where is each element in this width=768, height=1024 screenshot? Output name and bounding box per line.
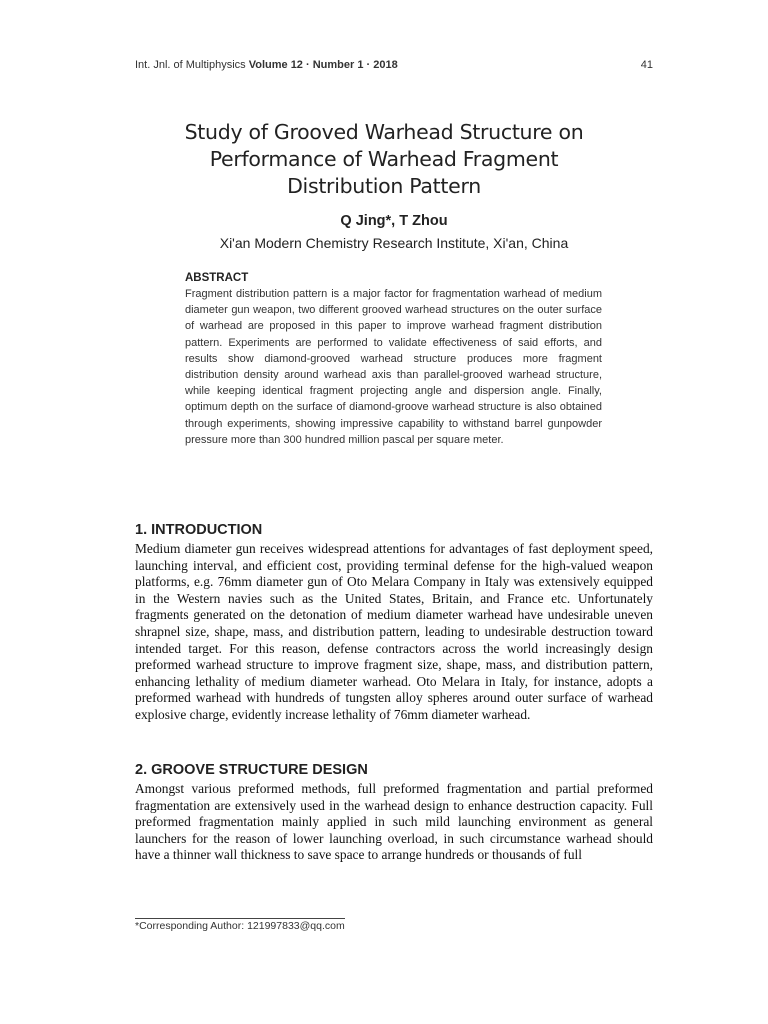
abstract — [185, 272, 602, 448]
page-number: 41 — [640, 59, 653, 71]
paper-title: Study of Grooved Warhead Structure on Performance of Warhead Fragment Distribution Pattern — [184, 120, 584, 198]
abstract-body: Fragment distribution pattern is a major factor for fragmentation warhead of medium diameter gun weapon, two different grooved warhead structures on the outer surface of warhead are proposed in this paper to improve warhead fragment distribution pattern. Experiments are performed to validate effectiveness of said efforts, and results show diamond-grooved warhead structure produces more fragment distribution density around warhead axis than parallel-grooved warhead structure, while keeping identical fragment projecting angle and dispersion angle. Finally, optimum depth on the surface of diamond-groove warhead structure is also obtained through experiments, showing impressive capability to withstand barrel gunpowder pressure more than 300 hundred million pascal per square meter. — [185, 288, 602, 446]
volume-info: Volume 12 · Number 1 · 2018 — [248, 59, 398, 71]
footnote-divider — [135, 918, 345, 919]
section-body: Amongst various preformed methods, full preformed fragmentation and partial preformed fragmentation are extensively used in the warhead design to enhance destruction capacity. Full preformed fragmentation mainly applied in such mild launching environment as general launchers for the reason of lower launching overload, in such circumstance warhead should have a thinner wall thickness to save space to arrange hundreds or thousands of full — [135, 781, 653, 863]
affiliation: Xi'an Modern Chemistry Research Institute, Xi'an, China — [219, 235, 569, 251]
section-heading: 2. GROOVE STRUCTURE DESIGN — [135, 762, 368, 778]
footnote: *Corresponding Author: 121997833@qq.com — [135, 920, 345, 932]
section-groove-structure-design — [135, 762, 653, 864]
authors: Q Jing*, T Zhou — [340, 213, 448, 229]
journal-name: Int. Jnl. of Multiphysics — [135, 59, 246, 71]
running-head — [135, 59, 653, 71]
section-heading: 1. INTRODUCTION — [135, 522, 263, 538]
section-introduction — [135, 522, 653, 724]
section-body: Medium diameter gun receives widespread attentions for advantages of fast deployment speed, launching interval, and efficient cost, providing terminal defense for the high-valued weapon platforms, e.g. 76mm diameter gun of Oto Melara Company in Italy was extensively equipped in the Western navies such as the United States, Britain, and France etc. Unfortunately fragments generated on the detonation of medium diameter warhead have undesirable uneven shrapnel size, shape, mass, and distribution pattern, leading to undesirable destruction toward intended target. For this reason, defense contractors across the world increasingly design preformed warhead structure to improve fragment size, shape, mass, and distribution pattern, enhancing lethality of medium diameter warhead. Oto Melara in Italy, for instance, adopts a preformed warhead with hundreds of tungsten alloy spheres around outer surface of warhead explosive charge, evidently increase lethality of 76mm diameter warhead. — [135, 541, 653, 722]
abstract-heading: ABSTRACT — [185, 272, 249, 284]
